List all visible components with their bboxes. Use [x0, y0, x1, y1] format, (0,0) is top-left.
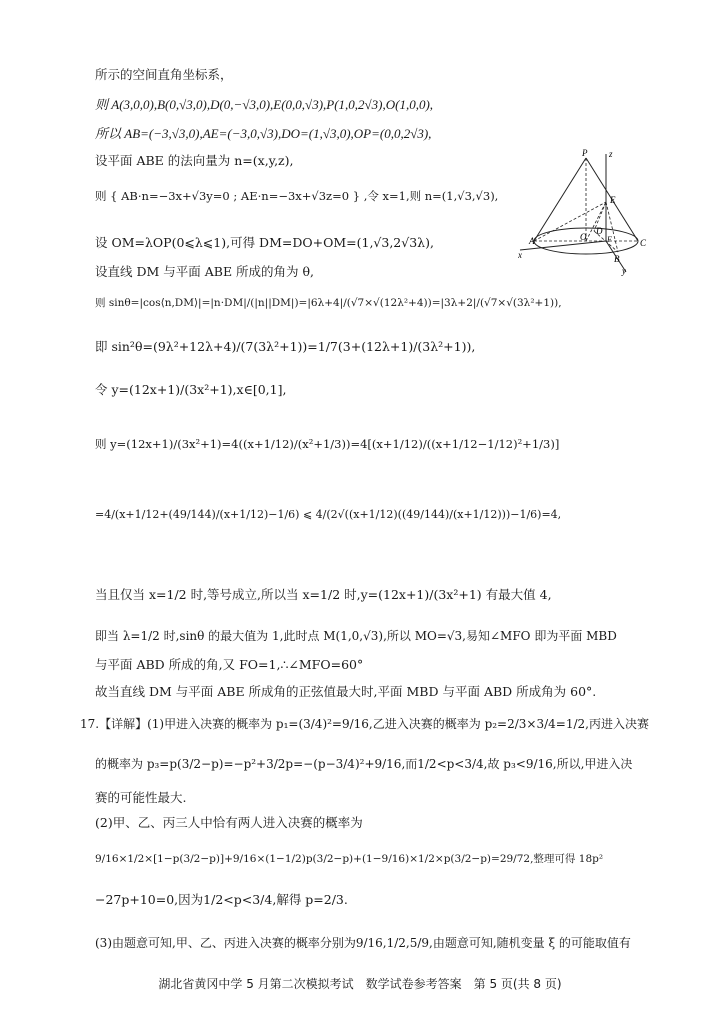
text-line: 设平面 ABE 的法向量为 n=(x,y,z), [95, 153, 294, 168]
text-line: −27p+10=0,因为1/2<p<3/4,解得 p=2/3. [95, 892, 348, 907]
text-line: 则 sinθ=|cos⟨n,DM⟩|=|n·DM|/(|n||DM|)=|6λ+4|/(√7×√(12λ²+4))=|3λ+2|/(√7×√(3λ²+1)), [95, 297, 562, 309]
label-F: F [607, 235, 612, 244]
label-y: y [622, 266, 626, 276]
label-B: B [614, 254, 620, 264]
label-C: C [640, 238, 647, 248]
text-line: =4/(x+1/12+(49/144)/(x+1/12)−1/6) ⩽ 4/(2√((x+1/12)((49/144)/(x+1/12)))−1/6)=4, [95, 508, 562, 521]
label-O: O [580, 232, 587, 242]
text-line: 则 A(3,0,0),B(0,√3,0),D(0,−√3,0),E(0,0,√3),P(1,0,2√3),O(1,0,0), [95, 97, 434, 112]
text-line: 设 OM=λOP(0⩽λ⩽1),可得 DM=DO+OM=(1,√3,2√3λ), [95, 235, 434, 250]
text-line: 与平面 ABD 所成的角,又 FO=1,∴∠MFO=60° [95, 657, 364, 672]
text-line: 令 y=(12x+1)/(3x²+1),x∈[0,1], [95, 382, 287, 397]
problem-17-line: 17.【详解】(1)甲进入决赛的概率为 p₁=(3/4)²=9/16,乙进入决赛的概率为 p₂=2/3×3/4=1/2,丙进入决赛 [80, 717, 649, 731]
text-line: 则 y=(12x+1)/(3x²+1)=4((x+1/12)/(x²+1/3))=4[(x+1/12)/((x+1/12−1/12)²+1/3)] [95, 437, 560, 451]
text-line: 即当 λ=1/2 时,sinθ 的最大值为 1,此时点 M(1,0,√3),所以 MO=√3,易知∠MFO 即为平面 MBD [95, 629, 617, 643]
text-line: 所以 AB=(−3,√3,0),AE=(−3,0,√3),DO=(1,√3,0),OP=(0,0,2√3), [95, 126, 432, 141]
text-line: (3)由题意可知,甲、乙、丙进入决赛的概率分别为9/16,1/2,5/9,由题意可知,随机变量 ξ 的可能取值有 [95, 936, 631, 950]
label-A: A [529, 236, 535, 246]
text-line: 设直线 DM 与平面 ABE 所成的角为 θ, [95, 264, 315, 279]
label-P: P [582, 148, 588, 158]
text-line: 的概率为 p₃=p(3/2−p)=−p²+3/2p=−(p−3/4)²+9/16,而1/2<p<3/4,故 p₃<9/16,所以,甲进入决 [95, 757, 633, 771]
page-footer: 湖北省黄冈中学 5 月第二次模拟考试 数学试卷参考答案 第 5 页(共 8 页) [158, 977, 562, 991]
cone-coordinate-figure [518, 146, 653, 276]
text-line: 当且仅当 x=1/2 时,等号成立,所以当 x=1/2 时,y=(12x+1)/(3x²+1) 有最大值 4, [95, 587, 552, 602]
text-line: 故当直线 DM 与平面 ABE 所成角的正弦值最大时,平面 MBD 与平面 ABD 所成角为 60°. [95, 684, 597, 699]
label-D: D [596, 226, 603, 236]
label-E: E [610, 195, 616, 205]
label-z: z [609, 149, 613, 159]
text-line: 则 { AB·n=−3x+√3y=0 ; AE·n=−3x+√3z=0 } ,令 x=1,则 n=(1,√3,√3), [95, 189, 499, 203]
text-line: 9/16×1/2×[1−p(3/2−p)]+9/16×(1−1/2)p(3/2−p)+(1−9/16)×1/2×p(3/2−p)=29/72,整理可得 18p² [95, 853, 604, 865]
text-line: 所示的空间直角坐标系， [95, 67, 233, 82]
text-line: 即 sin²θ=(9λ²+12λ+4)/(7(3λ²+1))=1/7(3+(12λ+1)/(3λ²+1)), [95, 339, 476, 354]
label-x: x [518, 250, 522, 260]
text-line: 赛的可能性最大. [95, 790, 187, 805]
text-line: (2)甲、乙、丙三人中恰有两人进入决赛的概率为 [95, 815, 363, 830]
